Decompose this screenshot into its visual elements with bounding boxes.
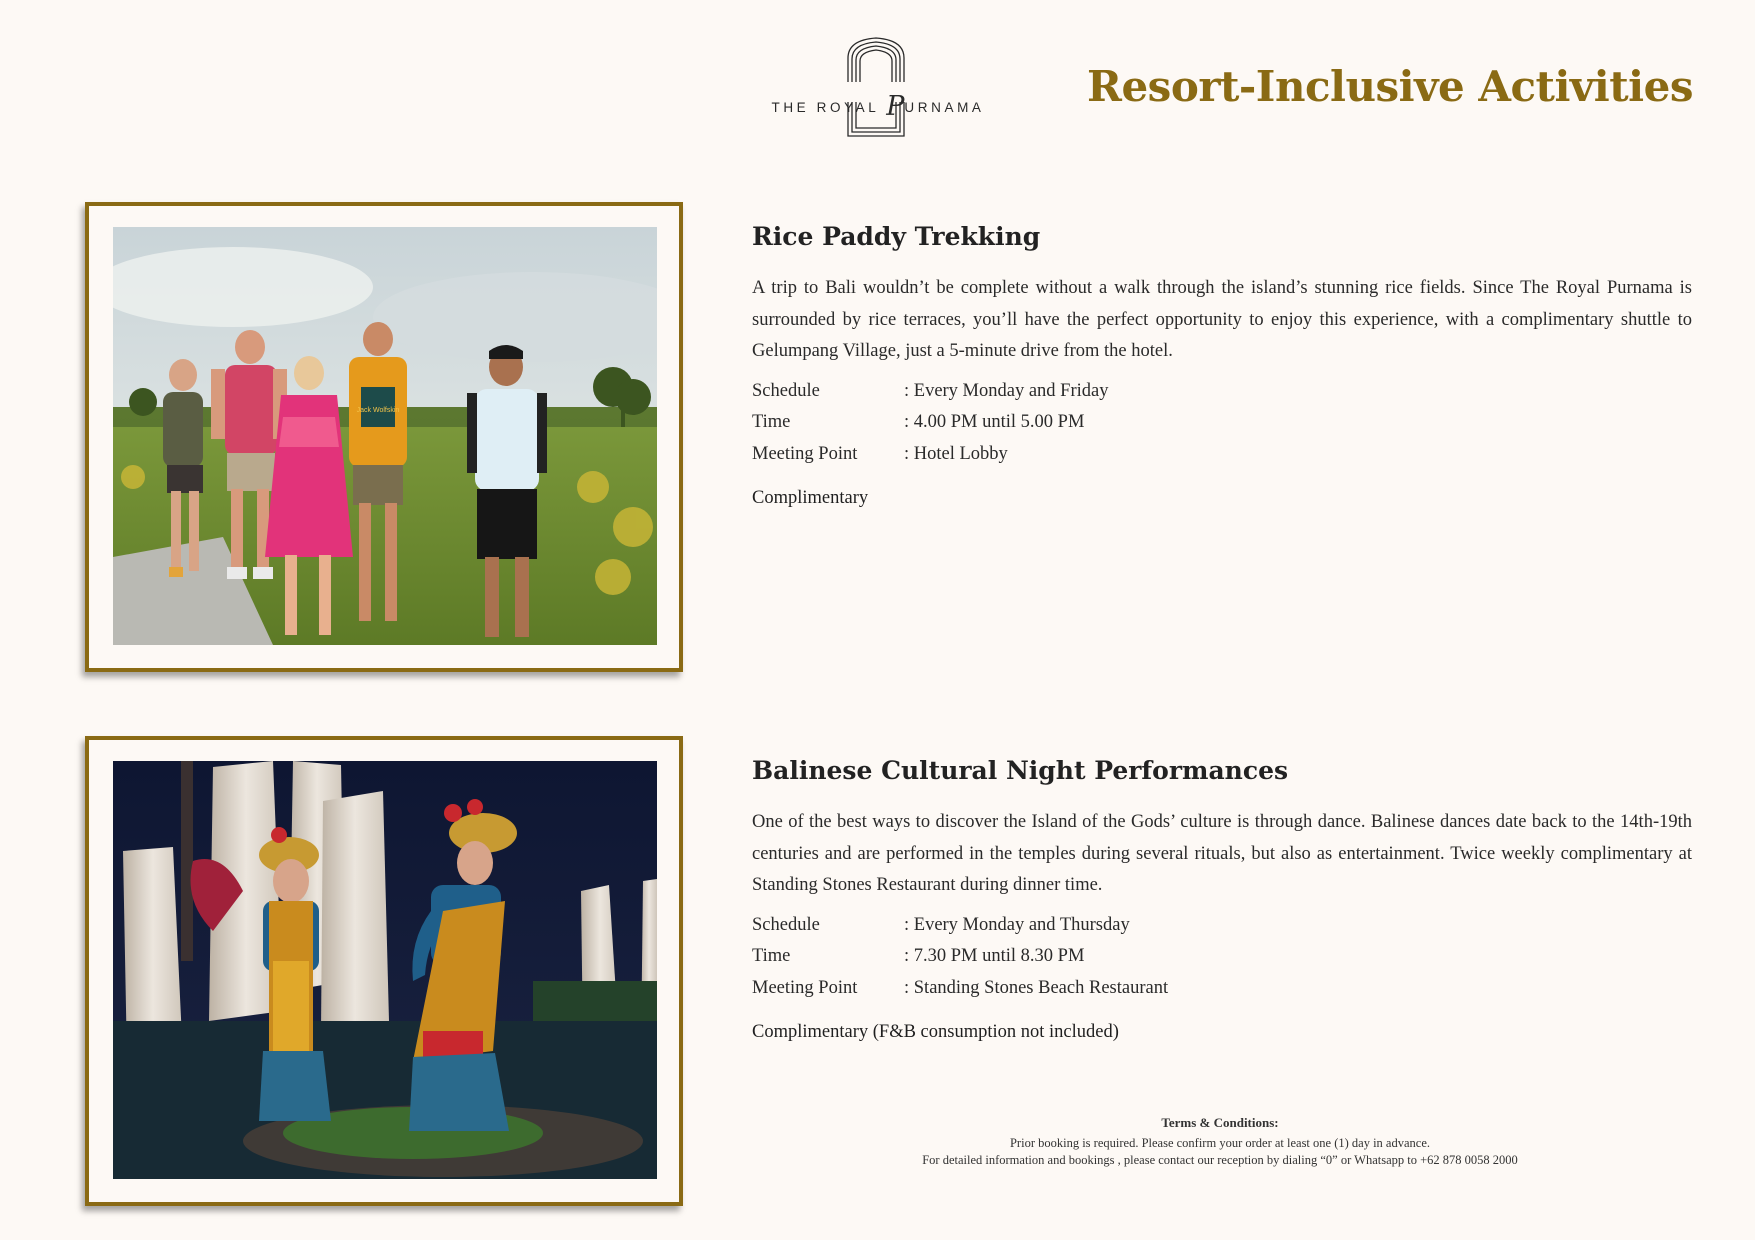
activity-rice-paddy-trekking bbox=[752, 222, 1692, 509]
brand-name: THE ROYAL PURNAMA bbox=[771, 91, 985, 122]
price-note: Complimentary (F&B consumption not included) bbox=[752, 1022, 1119, 1042]
schedule-row bbox=[752, 910, 1692, 942]
meeting-point-label: Meeting Point bbox=[752, 977, 858, 998]
activity-title: Rice Paddy Trekking bbox=[752, 222, 1041, 251]
meeting-point-label: Meeting Point bbox=[752, 443, 858, 464]
meeting-point-value: : Hotel Lobby bbox=[904, 443, 1008, 464]
time-label: Time bbox=[752, 946, 791, 966]
brand-logo bbox=[760, 36, 996, 142]
activity-cultural-night-performances bbox=[752, 756, 1692, 1043]
schedule-label: Schedule bbox=[752, 380, 820, 401]
time-row bbox=[752, 407, 1692, 439]
shirt-print-text: Jack Wolfskin bbox=[356, 407, 400, 414]
page-title: Resort-Inclusive Activities bbox=[1087, 62, 1693, 111]
time-row bbox=[752, 941, 1692, 973]
trekking-photo-frame bbox=[85, 202, 683, 672]
meeting-point-row bbox=[752, 973, 1692, 1005]
balinese-dance-photo bbox=[113, 761, 657, 1179]
activity-title: Balinese Cultural Night Performances bbox=[752, 756, 1289, 785]
time-value: : 7.30 PM until 8.30 PM bbox=[904, 946, 1085, 966]
activity-details bbox=[752, 376, 1692, 471]
schedule-row bbox=[752, 376, 1692, 408]
time-label: Time bbox=[752, 412, 791, 432]
activity-description: One of the best ways to discover the Island of the Gods’ culture is through dance. Balinese dances date back to the 14th-19th centuries and are performed in the temples during several rituals, but also as entertainment. Twice weekly complimentary at Standing Stones Restaurant during dinner time. bbox=[752, 812, 1692, 895]
schedule-label: Schedule bbox=[752, 914, 820, 935]
rice-paddy-trekking-photo bbox=[113, 227, 657, 645]
price-note: Complimentary bbox=[752, 488, 869, 508]
schedule-value: : Every Monday and Thursday bbox=[904, 914, 1130, 935]
schedule-value: : Every Monday and Friday bbox=[904, 380, 1109, 401]
performance-photo-frame bbox=[85, 736, 683, 1206]
terms-heading: Terms & Conditions: bbox=[1161, 1115, 1279, 1130]
time-value: : 4.00 PM until 5.00 PM bbox=[904, 412, 1085, 432]
meeting-point-value: : Standing Stones Beach Restaurant bbox=[904, 977, 1169, 998]
terms-line-booking: Prior booking is required. Please confirm your order at least one (1) day in advance. bbox=[1009, 1136, 1430, 1150]
meeting-point-row bbox=[752, 439, 1692, 471]
activity-details bbox=[752, 910, 1692, 1005]
terms-and-conditions bbox=[840, 1114, 1600, 1169]
activity-description: A trip to Bali wouldn’t be complete without a walk through the island’s stunning rice fields. Since The Royal Purnama is surrounded by rice terraces, you’ll have the perfect opportunity to enjoy this experience, with a complimentary shuttle to Gelumpang Village, just a 5-minute drive from the hotel. bbox=[752, 278, 1692, 361]
terms-line-contact: For detailed information and bookings , please contact our reception by dialing “0” or Whatsapp to +62 878 0058 2000 bbox=[922, 1153, 1518, 1167]
